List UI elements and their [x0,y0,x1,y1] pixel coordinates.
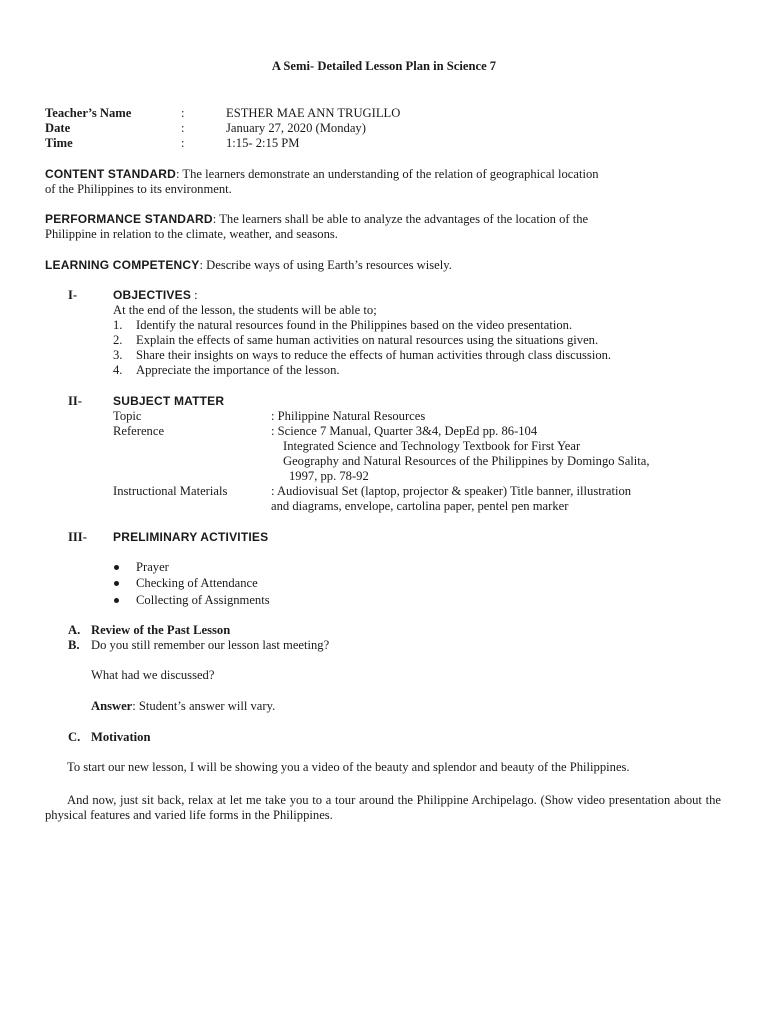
question-letter: B. [68,638,80,652]
objective-text: Appreciate the importance of the lesson. [136,363,340,377]
teacher-name-label: Teacher’s Name [45,106,132,120]
objective-number: 3. [113,348,123,362]
teacher-name-colon: : [181,106,185,120]
topic-value: : Philippine Natural Resources [271,409,426,423]
content-standard-label: CONTENT STANDARD [45,167,176,181]
materials-label: Instructional Materials [113,484,228,498]
objective-number: 4. [113,363,123,377]
preliminary-number: III- [68,530,87,544]
answer-line [91,699,275,714]
subject-matter-number: II- [68,394,82,408]
time-colon: : [181,136,185,150]
objective-text: Explain the effects of same human activities on natural resources using the situations given. [136,333,599,347]
performance-standard-text: : The learners shall be able to analyze the advantages of the location of the [212,212,589,226]
preliminary-item: Collecting of Assignments [136,593,270,607]
objectives-heading: OBJECTIVES [113,288,192,302]
subject-matter-heading: SUBJECT MATTER [113,394,225,408]
teacher-name-value: ESTHER MAE ANN TRUGILLO [226,106,401,120]
objective-text: Share their insights on ways to reduce the effects of human activities through class discussion. [136,348,612,362]
objectives-heading-line [113,288,198,303]
preliminary-item: Prayer [136,560,169,574]
reference-line: Geography and Natural Resources of the Philippines by Domingo Salita, [283,454,650,468]
materials-text-cont: and diagrams, envelope, cartolina paper, pentel pen marker [271,499,569,513]
content-standard-text-cont: of the Philippines to its environment. [45,182,232,196]
performance-standard-text-cont: Philippine in relation to the climate, weather, and seasons. [45,227,338,241]
learning-competency-text: : Describe ways of using Earth’s resources wisely. [199,258,452,272]
preliminary-item: Checking of Attendance [136,576,258,590]
topic-label: Topic [113,409,142,423]
learning-competency-label: LEARNING COMPETENCY [45,258,200,272]
discussion-question: What had we discussed? [91,668,215,682]
review-question: Do you still remember our lesson last meeting? [91,638,330,652]
answer-label: Answer [91,699,133,713]
preliminary-heading: PRELIMINARY ACTIVITIES [113,530,269,544]
motivation-heading: Motivation [91,730,151,744]
performance-standard-label: PERFORMANCE STANDARD [45,212,213,226]
motivation-paragraph: And now, just sit back, relax at let me take you to a tour around the Philippine Archipelago. (Show video presentation about the physical features and varied life forms in the Philippines. [45,793,721,822]
time-label: Time [45,136,73,150]
objective-text: Identify the natural resources found in the Philippines based on the video presentation. [136,318,573,332]
objectives-colon: : [191,288,198,302]
review-heading: Review of the Past Lesson [91,623,231,637]
performance-standard-line [45,212,588,227]
time-value: 1:15- 2:15 PM [226,136,300,150]
learning-competency-line [45,258,452,273]
review-letter: A. [68,623,81,637]
materials-text: : Audiovisual Set (laptop, projector & speaker) Title banner, illustration [271,484,632,498]
date-colon: : [181,121,185,135]
objective-number: 1. [113,318,123,332]
motivation-letter: C. [68,730,81,744]
reference-label: Reference [113,424,165,438]
reference-line: : Science 7 Manual, Quarter 3&4, DepEd pp. 86-104 [271,424,538,438]
objectives-intro: At the end of the lesson, the students will be able to; [113,303,377,317]
answer-text: : Student’s answer will vary. [132,699,276,713]
bullet-icon [114,598,119,603]
content-standard-text: : The learners demonstrate an understanding of the relation of geographical location [175,167,599,181]
page-title: A Semi- Detailed Lesson Plan in Science 7 [271,59,497,73]
date-value: January 27, 2020 (Monday) [226,121,366,135]
content-standard-line [45,167,599,182]
objectives-number: I- [68,288,78,302]
reference-line: Integrated Science and Technology Textbook for First Year [283,439,581,453]
motivation-paragraph: To start our new lesson, I will be showing you a video of the beauty and splendor and beauty of the Philippines. [67,760,630,774]
reference-line: 1997, pp. 78-92 [289,469,369,483]
date-label: Date [45,121,71,135]
objective-number: 2. [113,333,123,347]
bullet-icon [114,565,119,570]
bullet-icon [114,581,119,586]
